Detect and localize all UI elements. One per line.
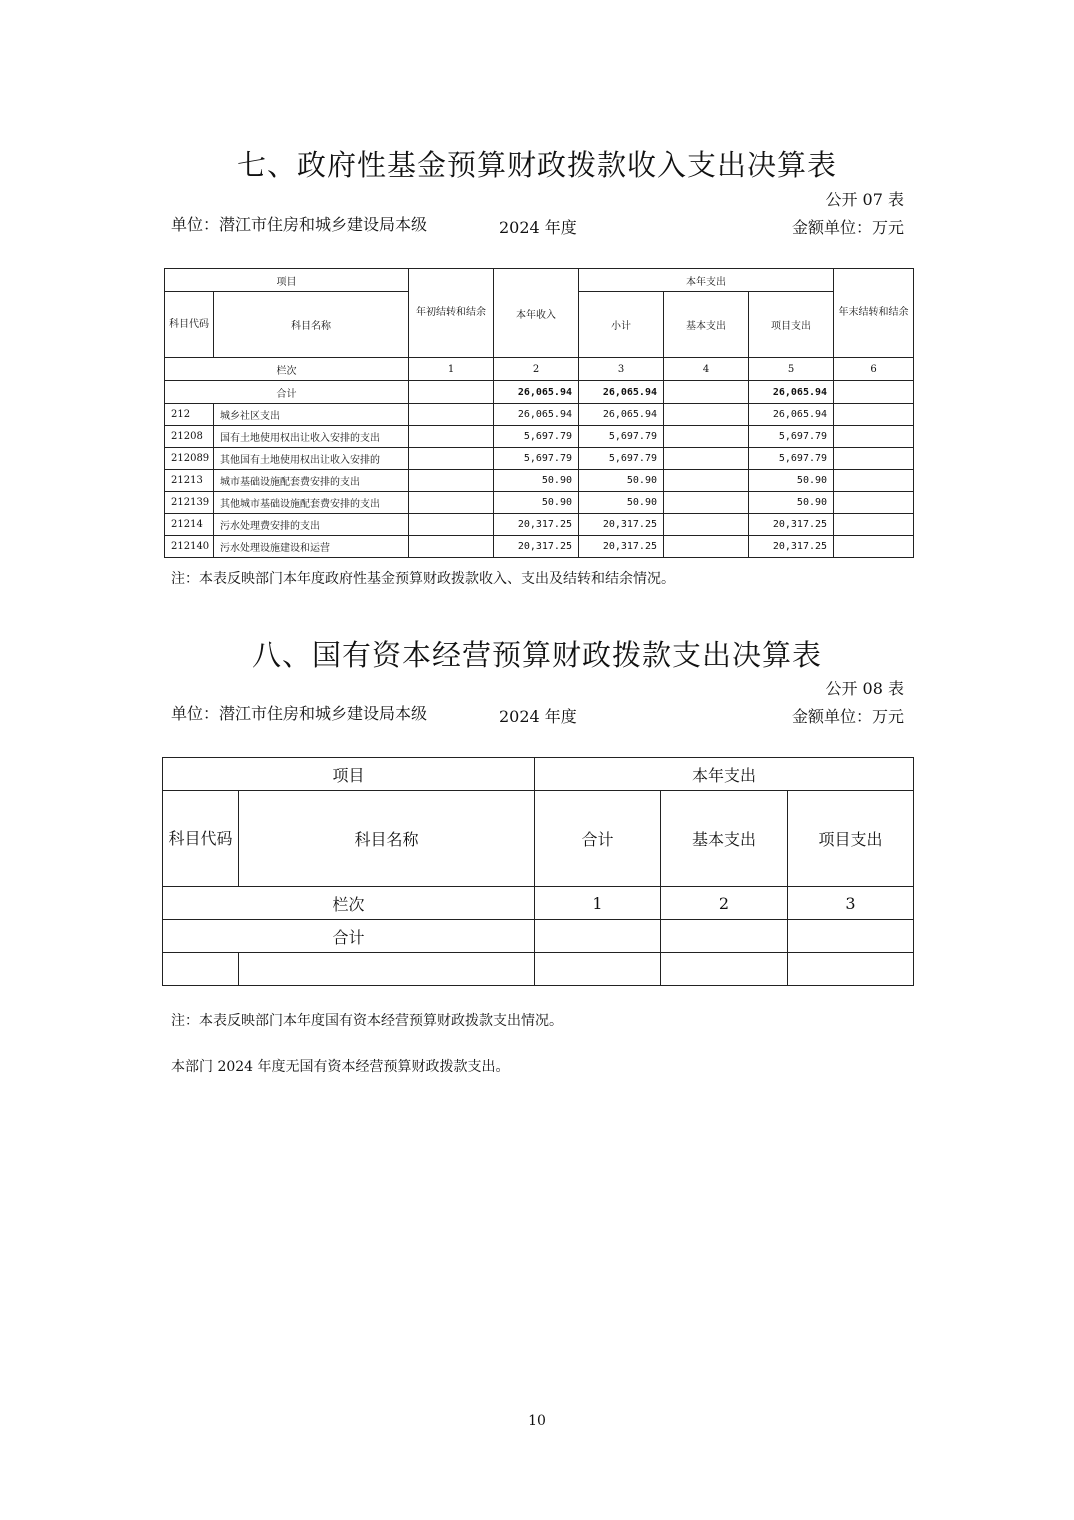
empty-cell	[788, 953, 914, 986]
row-project: 50.90	[749, 470, 834, 492]
row-project: 50.90	[749, 492, 834, 514]
row-income: 26,065.94	[494, 404, 579, 426]
total-subtotal: 26,065.94	[579, 381, 664, 404]
column-number: 2	[661, 887, 788, 920]
section8-remark: 本部门 2024 年度无国有资本经营预算财政拨款支出。	[171, 1059, 510, 1075]
section8-year: 2024 年度	[499, 707, 577, 726]
row-income: 5,697.79	[494, 426, 579, 448]
header-basic: 基本支出	[664, 292, 749, 358]
row-code: 21214	[165, 514, 214, 536]
section7-title: 七、政府性基金预算财政拨款收入支出决算表	[236, 148, 837, 182]
header-basic: 基本支出	[661, 791, 788, 887]
total-end	[834, 381, 914, 404]
row-project: 20,317.25	[749, 514, 834, 536]
table-row	[165, 470, 914, 492]
total-cell	[661, 920, 788, 953]
header-project: 项目支出	[788, 791, 914, 887]
row-code: 212140	[165, 536, 214, 558]
row-begin	[409, 470, 494, 492]
section8-note: 注：本表反映部门本年度国有资本经营预算财政拨款支出情况。	[171, 1013, 563, 1029]
row-code: 21213	[165, 470, 214, 492]
row-subtotal: 20,317.25	[579, 514, 664, 536]
total-project: 26,065.94	[749, 381, 834, 404]
row-name: 城乡社区支出	[214, 404, 409, 426]
row-subtotal: 50.90	[579, 470, 664, 492]
row-begin	[409, 426, 494, 448]
row-begin	[409, 492, 494, 514]
column-number: 6	[834, 358, 914, 381]
row-end	[834, 448, 914, 470]
header-total: 合计	[535, 791, 661, 887]
empty-cell	[163, 953, 239, 986]
row-begin	[409, 404, 494, 426]
row-subtotal: 5,697.79	[579, 448, 664, 470]
column-number: 4	[664, 358, 749, 381]
table-row	[165, 404, 914, 426]
row-begin	[409, 536, 494, 558]
row-basic	[664, 404, 749, 426]
table-row	[165, 536, 914, 558]
total-cell	[788, 920, 914, 953]
section8-title: 八、国有资本经营预算财政拨款支出决算表	[251, 638, 822, 672]
total-label: 合计	[165, 381, 409, 404]
row-income: 5,697.79	[494, 448, 579, 470]
row-basic	[664, 514, 749, 536]
row-end	[834, 492, 914, 514]
row-begin	[409, 514, 494, 536]
header-item: 项目	[165, 269, 409, 292]
header-expense: 本年支出	[535, 758, 914, 791]
row-code: 21208	[165, 426, 214, 448]
section7-table-number: 公开 07 表	[825, 190, 904, 209]
table-row	[163, 953, 914, 986]
row-end	[834, 404, 914, 426]
row-subtotal: 5,697.79	[579, 426, 664, 448]
column-number: 5	[749, 358, 834, 381]
row-subtotal: 50.90	[579, 492, 664, 514]
total-begin	[409, 381, 494, 404]
row-end	[834, 536, 914, 558]
header-item: 项目	[163, 758, 535, 791]
column-number-label: 栏次	[163, 887, 535, 920]
row-project: 20,317.25	[749, 536, 834, 558]
row-code: 212089	[165, 448, 214, 470]
section7-money-unit: 金额单位：万元	[791, 218, 904, 237]
header-name: 科目名称	[239, 791, 535, 887]
row-end	[834, 514, 914, 536]
page-number: 10	[528, 1413, 546, 1429]
section8-money-unit: 金额单位：万元	[791, 707, 904, 726]
row-end	[834, 470, 914, 492]
column-number: 2	[494, 358, 579, 381]
row-subtotal: 26,065.94	[579, 404, 664, 426]
table-row	[165, 448, 914, 470]
empty-cell	[239, 953, 535, 986]
table-row	[165, 492, 914, 514]
column-number-label: 栏次	[165, 358, 409, 381]
column-number: 1	[409, 358, 494, 381]
row-name: 其他城市基础设施配套费安排的支出	[214, 492, 409, 514]
header-end-balance: 年末结转和结余	[834, 269, 914, 358]
section8-unit: 单位：潜江市住房和城乡建设局本级	[171, 704, 428, 723]
row-income: 50.90	[494, 492, 579, 514]
section8-table	[162, 757, 914, 986]
header-code: 科目代码	[165, 292, 214, 358]
row-code: 212	[165, 404, 214, 426]
table-row	[165, 426, 914, 448]
table-row	[165, 514, 914, 536]
row-project: 26,065.94	[749, 404, 834, 426]
row-basic	[664, 536, 749, 558]
column-number: 1	[535, 887, 661, 920]
total-row	[165, 381, 914, 404]
header-project: 项目支出	[749, 292, 834, 358]
row-project: 5,697.79	[749, 448, 834, 470]
header-expense: 本年支出	[579, 269, 834, 292]
header-name: 科目名称	[214, 292, 409, 358]
empty-cell	[661, 953, 788, 986]
row-income: 50.90	[494, 470, 579, 492]
row-basic	[664, 448, 749, 470]
row-begin	[409, 448, 494, 470]
column-number: 3	[788, 887, 914, 920]
row-basic	[664, 470, 749, 492]
section7-note: 注：本表反映部门本年度政府性基金预算财政拨款收入、支出及结转和结余情况。	[171, 571, 675, 587]
section7-unit: 单位：潜江市住房和城乡建设局本级	[171, 215, 428, 234]
row-name: 国有土地使用权出让收入安排的支出	[214, 426, 409, 448]
total-basic	[664, 381, 749, 404]
row-name: 城市基础设施配套费安排的支出	[214, 470, 409, 492]
column-number-row	[165, 358, 914, 381]
row-basic	[664, 492, 749, 514]
row-basic	[664, 426, 749, 448]
section7-table	[164, 268, 914, 558]
total-label: 合计	[163, 920, 535, 953]
header-income: 本年收入	[494, 269, 579, 358]
row-name: 污水处理费安排的支出	[214, 514, 409, 536]
total-income: 26,065.94	[494, 381, 579, 404]
row-subtotal: 20,317.25	[579, 536, 664, 558]
total-row	[163, 920, 914, 953]
row-code: 212139	[165, 492, 214, 514]
empty-cell	[535, 953, 661, 986]
header-subtotal: 小计	[579, 292, 664, 358]
header-begin-balance: 年初结转和结余	[409, 269, 494, 358]
section7-year: 2024 年度	[499, 218, 577, 237]
row-income: 20,317.25	[494, 514, 579, 536]
column-number: 3	[579, 358, 664, 381]
section8-table-number: 公开 08 表	[825, 679, 904, 698]
row-end	[834, 426, 914, 448]
row-project: 5,697.79	[749, 426, 834, 448]
total-cell	[535, 920, 661, 953]
row-name: 污水处理设施建设和运营	[214, 536, 409, 558]
row-name: 其他国有土地使用权出让收入安排的	[214, 448, 409, 470]
header-code: 科目代码	[163, 791, 239, 887]
row-income: 20,317.25	[494, 536, 579, 558]
column-number-row	[163, 887, 914, 920]
